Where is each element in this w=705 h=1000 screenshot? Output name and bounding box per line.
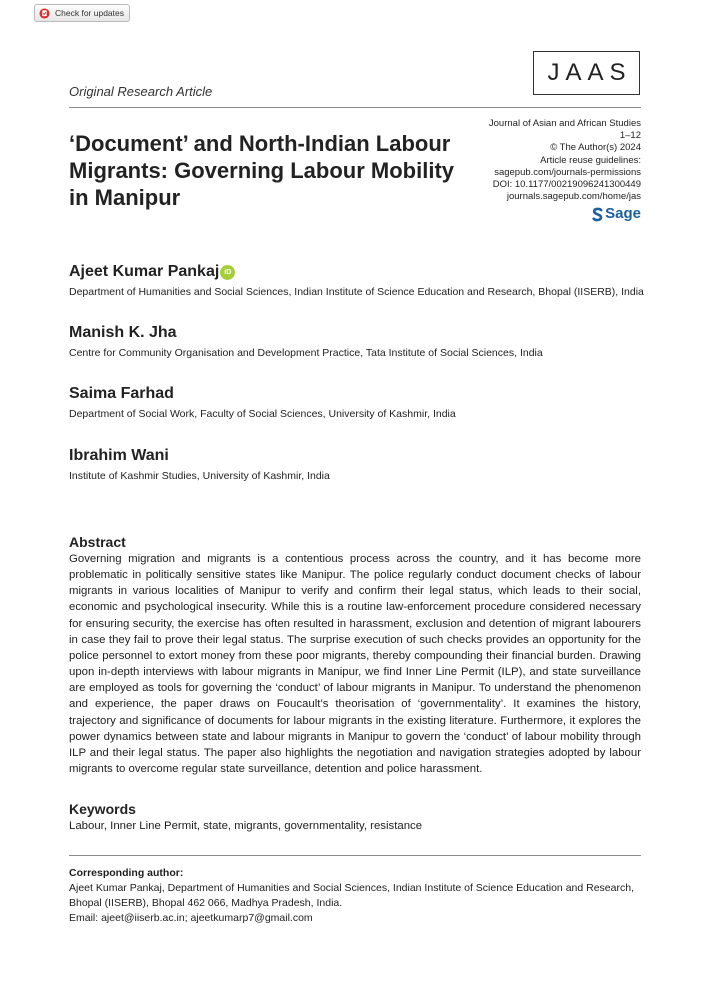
- corresponding-label: Corresponding author:: [69, 867, 184, 879]
- article-title: ‘Document’ and North-Indian Labour Migrants: Governing Labour Mobility in Manipur: [69, 131, 454, 210]
- corresponding-address-line: Bhopal (IISERB), Bhopal 462 066, Madhya Pradesh, India.: [69, 897, 343, 909]
- journal-homepage-link[interactable]: journals.sagepub.com/home/jas: [506, 191, 641, 203]
- copyright: © The Author(s) 2024: [550, 142, 641, 154]
- author-affiliation: Centre for Community Organisation and Development Practice, Tata Institute of Social Sciences, India: [69, 347, 543, 359]
- check-updates-label: Check for updates: [55, 8, 124, 18]
- corresponding-author: [69, 866, 649, 926]
- author-block: [69, 323, 543, 359]
- author-name: Manish K. Jha: [69, 324, 177, 341]
- publisher-logo: [489, 206, 641, 222]
- abstract-heading: Abstract: [69, 534, 126, 550]
- reuse-label: Article reuse guidelines:: [540, 154, 641, 166]
- footnote-divider: [69, 855, 641, 856]
- abstract-text: Governing migration and migrants is a contentious process across the country, and it has become more problematic in politically sensitive states like Manipur. The police regularly conduct document checks of labour migrants in various localities of Manipur to verify and confirm their legal status, which leads to their social, economic and psychological insecurity. While this is a routine law-enforcement procedure considered necessary for ensuring security, the exercise has often resulted in harassment, exclusion and detention of migrant labourers in case they fail to prove their legal status. The surprise execution of such checks provides an opportunity for the police personnel to extort money from these poor migrants, thereby compounding their financial burden. Drawing upon in-depth interviews with labour migrants in Manipur, we find Inner Line Permit (ILP), and state surveillance are employed as tools for governing the ‘conduct’ of labour migrants in Manipur. To understand the phenomenon and experience, the paper draws on Foucault’s theorisation of ‘governmentality’. It examines the history, trajectory and significance of documents for labour migrants in the existing literature. Furthermore, it explores the power dynamics between state and labour migrants in Manipur to govern the ‘conduct’ of labour mobility through ILP and their legal status. The paper also highlights the negotiation and navigation strategies adopted by labour migrants to overcome regular state surveillance, detention and police harassment.: [69, 553, 641, 776]
- check-for-updates-button[interactable]: [34, 4, 130, 22]
- keywords-heading: Keywords: [69, 801, 136, 817]
- author-block: [69, 262, 644, 298]
- author-affiliation: Department of Social Work, Faculty of Social Sciences, University of Kashmir, India: [69, 408, 456, 420]
- header-divider: [69, 107, 641, 108]
- author-affiliation: Institute of Kashmir Studies, University of Kashmir, India: [69, 470, 330, 482]
- check-updates-icon: [39, 8, 50, 19]
- article-type: Original Research Article: [69, 84, 213, 99]
- keywords-text: Labour, Inner Line Permit, state, migrants, governmentality, resistance: [69, 820, 423, 832]
- publisher-name: Sage: [605, 205, 641, 223]
- journal-name: Journal of Asian and African Studies: [488, 118, 641, 129]
- page-range: 1–12: [619, 130, 641, 142]
- permissions-link[interactable]: sagepub.com/journals-permissions: [494, 166, 641, 178]
- journal-metadata: [489, 118, 641, 222]
- author-name: Ibrahim Wani: [69, 447, 169, 464]
- author-block: [69, 384, 456, 420]
- author-name: [69, 262, 644, 282]
- author-name: Saima Farhad: [69, 385, 174, 402]
- orcid-icon[interactable]: iD: [220, 265, 235, 280]
- corresponding-email: Email: ajeet@iiserb.ac.in; ajeetkumarp7@gmail.com: [69, 912, 313, 924]
- author-affiliation: Department of Humanities and Social Sciences, Indian Institute of Science Education and Research, Bhopal (IISERB), India: [69, 286, 644, 298]
- doi-link[interactable]: DOI: 10.1177/00219096241300449: [492, 179, 641, 191]
- author-name-text: Ajeet Kumar Pankaj: [69, 263, 220, 280]
- journal-logo: JAAS: [533, 51, 640, 95]
- corresponding-address-line: Ajeet Kumar Pankaj, Department of Humanities and Social Sciences, Indian Institute of Science Education and Research,: [69, 882, 634, 894]
- author-block: [69, 446, 330, 482]
- sage-s-icon: [592, 207, 603, 222]
